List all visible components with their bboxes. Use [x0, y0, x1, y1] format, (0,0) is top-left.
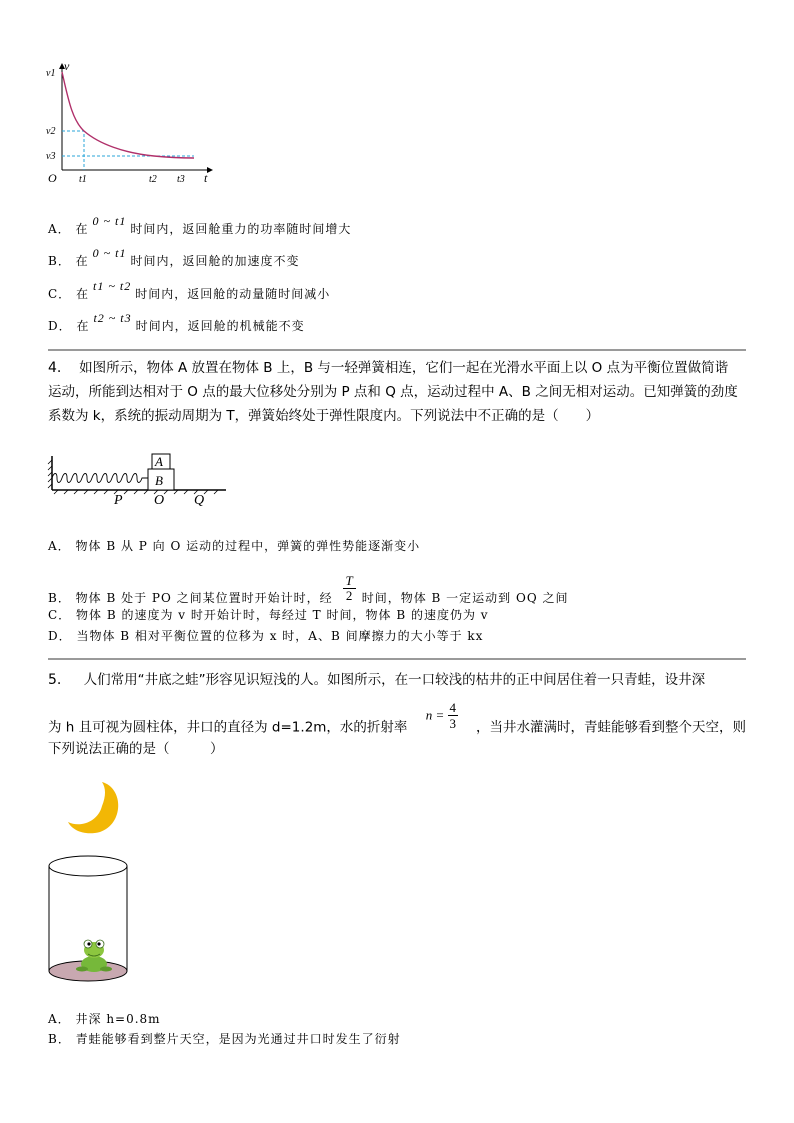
spring-block-figure	[46, 450, 232, 506]
well-frog-figure	[44, 778, 140, 984]
q4-option-d: D． 当物体 B 相对平衡位置的位移为 x 时，A、B 间摩擦力的大小等于 kx	[48, 629, 484, 643]
q3-option-a: A． 在0 ~ t1时间内，返回舱重力的功率随时间增大	[48, 214, 352, 236]
block-b-label: B	[155, 473, 163, 488]
tick-v3: v3	[46, 151, 56, 162]
divider-2	[48, 658, 746, 660]
tick-v2: v2	[46, 126, 56, 137]
q5-option-a: A． 井深 h=0.8m	[48, 1012, 161, 1026]
frog-icon	[76, 940, 112, 972]
q5-option-b: B． 青蛙能够看到整片天空，是因为光通过井口时发生了衍射	[48, 1032, 401, 1046]
q4-stem: 4. 如图所示，物体 A 放置在物体 B 上，B 与一轻弹簧相连，它们一起在光滑水平面上以 O 点为平衡位置做简谐 运动，所能到达相对于 O 点的最大位移处分别为 P 点和 Q 点，运动过程中 A、B 之间无相对运动。已知弹簧的劲度 系数为 k，系统的振动周期为 T，弹簧始终处于弹性限度内。下列说法中不正确的是（ ）	[48, 360, 738, 424]
origin-label: O	[48, 171, 57, 184]
moon-icon	[68, 782, 118, 833]
velocity-curve	[62, 72, 194, 158]
fraction-t-over-2: $\frac{T}{2}$	[345, 573, 354, 603]
q5-stem: 5. 人们常用“井底之蛙”形容见识短浅的人。如图所示，在一口较浅的枯井的正中间居住着一只青蛙，设井深 为 h 且可视为圆柱体，井口的直径为 d=1.2m，水的折射率 n = $\frac{4}{3}$ ，当井水灌满时，青蛙能够看到整个天空，则 下列说法正确的是（ ）	[48, 672, 747, 757]
velocity-time-graph	[44, 58, 224, 184]
point-q: Q	[194, 493, 205, 506]
refractive-index: n = $\frac{4}{3}$	[425, 700, 457, 731]
q4-option-a: A． 物体 B 从 P 向 O 运动的过程中，弹簧的弹性势能逐渐变小	[48, 539, 421, 553]
dashed-guides	[62, 131, 194, 170]
q4-option-b: B． 物体 B 处于 PO 之间某位置时开始计时，经 $\frac{T}{2}$ 时间，物体 B 一定运动到 OQ 之间	[48, 573, 569, 605]
q4-option-c: C． 物体 B 的速度为 v 时开始计时，每经过 T 时间，物体 B 的速度仍为 v	[48, 608, 489, 622]
tick-t3: t3	[177, 174, 185, 184]
well-mouth	[49, 856, 127, 876]
q3-option-d: D． 在t2 ~ t3时间内，返回舱的机械能不变	[48, 311, 305, 333]
block-a-label: A	[155, 454, 163, 469]
divider-1	[48, 349, 746, 351]
q3-option-c: C． 在t1 ~ t2时间内，返回舱的动量随时间减小	[48, 279, 331, 301]
point-o: O	[154, 493, 165, 506]
v-axis-label: v	[64, 59, 70, 73]
tick-t2: t2	[149, 174, 157, 184]
tick-v1: v1	[46, 68, 56, 79]
q3-option-b: B． 在0 ~ t1时间内，返回舱的加速度不变	[48, 246, 300, 268]
t-axis-label: t	[204, 171, 208, 184]
point-p: P	[114, 493, 123, 506]
spring	[52, 474, 148, 483]
tick-t1: t1	[79, 174, 87, 184]
